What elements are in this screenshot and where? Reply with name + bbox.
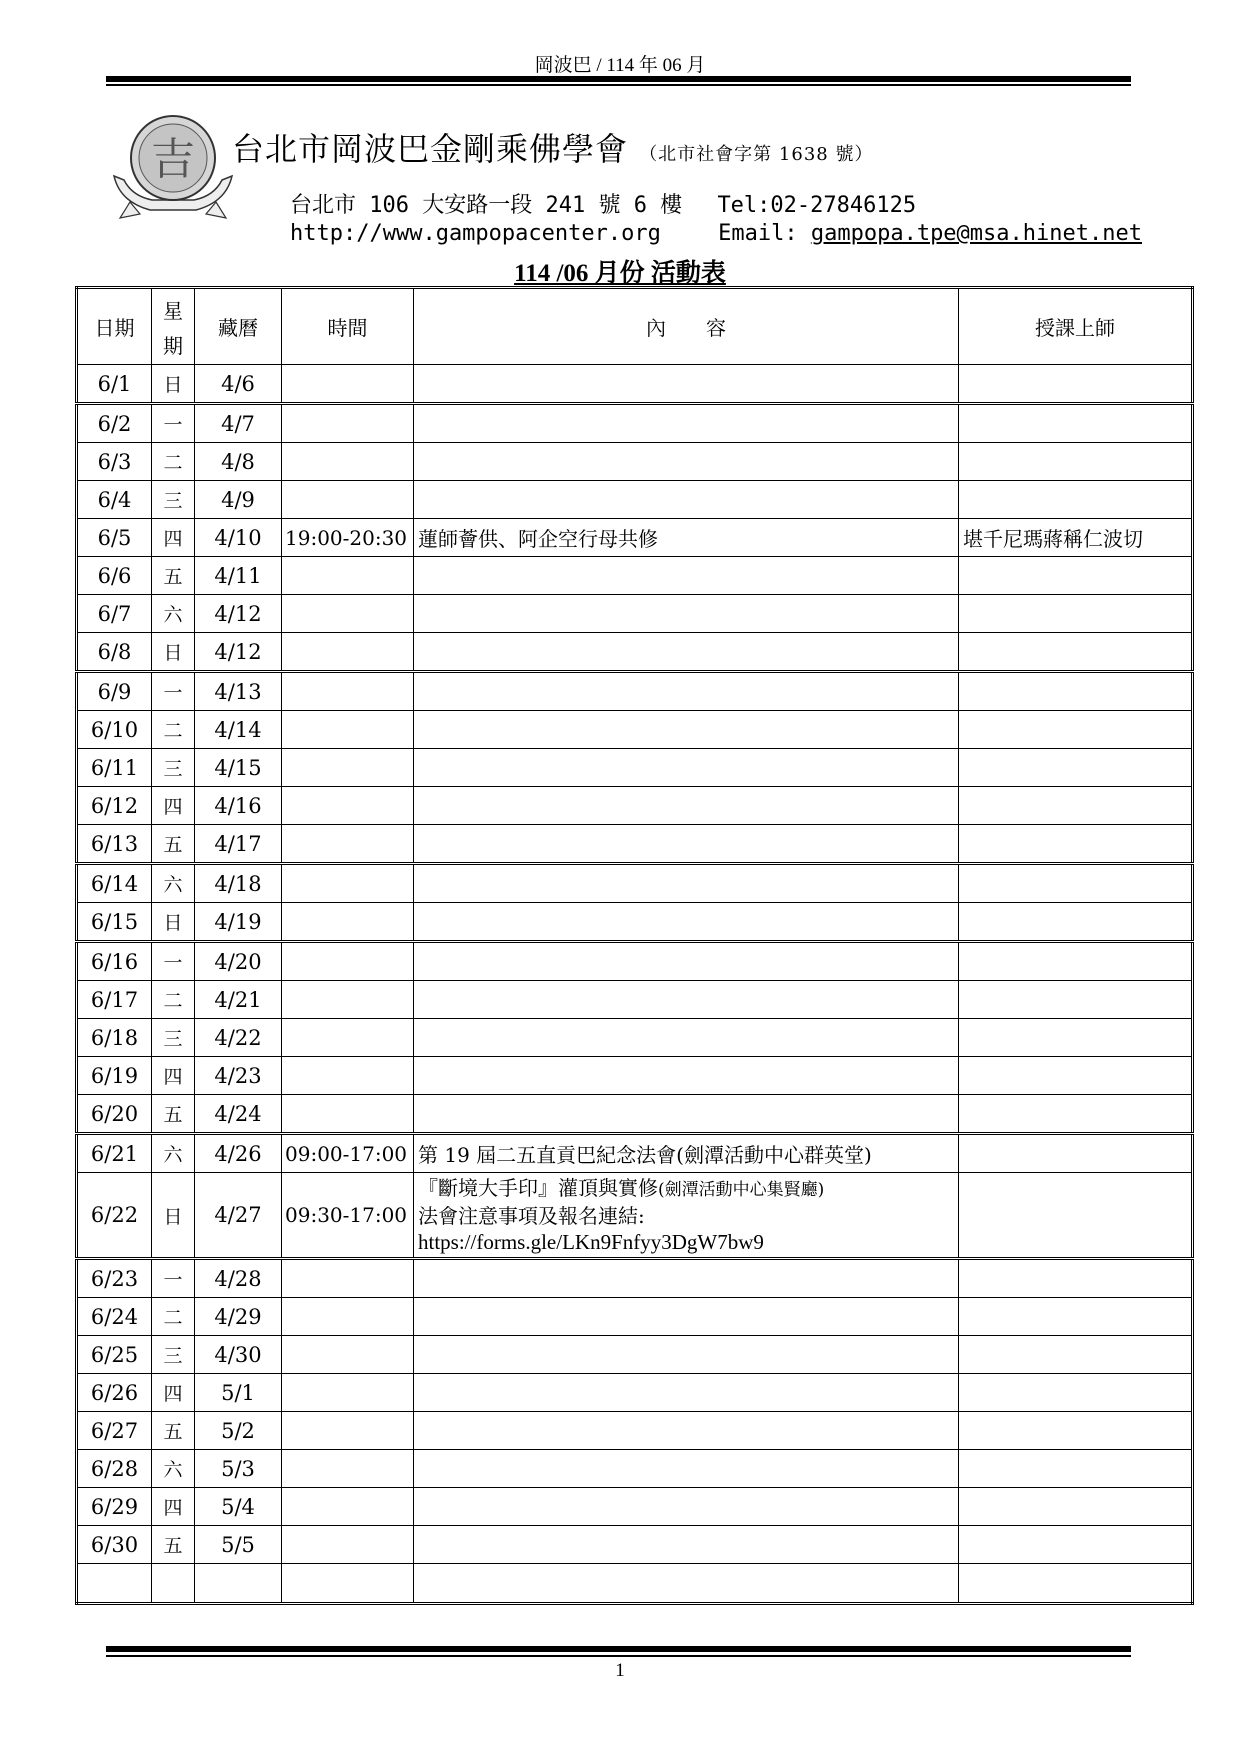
table-row (77, 1526, 1193, 1564)
cell-tibetan-date: 4/12 (195, 595, 282, 633)
table-row (77, 1019, 1193, 1057)
cell-time (282, 903, 414, 942)
cell-content (414, 1259, 959, 1298)
table-row (77, 711, 1193, 749)
cell-content (414, 787, 959, 825)
cell-time (282, 1488, 414, 1526)
cell-date: 6/17 (77, 981, 152, 1019)
cell-tibetan-date: 4/10 (195, 519, 282, 557)
blank-cell (414, 1564, 959, 1604)
cell-date: 6/30 (77, 1526, 152, 1564)
cell-date: 6/9 (77, 672, 152, 711)
cell-time (282, 1412, 414, 1450)
cell-tibetan-date: 4/16 (195, 787, 282, 825)
col-weekday-header (152, 288, 195, 365)
cell-tibetan-date: 4/26 (195, 1134, 282, 1173)
cell-date: 6/22 (77, 1173, 152, 1259)
telephone: Tel:02-27846125 (717, 193, 917, 218)
cell-weekday: 二 (152, 1298, 195, 1336)
cell-content (414, 1095, 959, 1134)
cell-time (282, 1450, 414, 1488)
cell-content (414, 1336, 959, 1374)
cell-content (414, 1019, 959, 1057)
cell-tibetan-date: 4/9 (195, 481, 282, 519)
contact-line (290, 221, 1142, 246)
cell-tibetan-date: 4/22 (195, 1019, 282, 1057)
cell-date: 6/14 (77, 864, 152, 903)
cell-tibetan-date: 4/8 (195, 443, 282, 481)
cell-content (414, 864, 959, 903)
cell-tibetan-date: 4/14 (195, 711, 282, 749)
table-header-row (77, 288, 1193, 365)
cell-weekday: 一 (152, 942, 195, 981)
cell-content: 蓮師薈供、阿企空行母共修 (414, 519, 959, 557)
cell-weekday: 五 (152, 1526, 195, 1564)
blank-cell (195, 1564, 282, 1604)
cell-content (414, 365, 959, 404)
running-title: 岡波巴 / 114 年 06 月 (534, 55, 706, 76)
table-row (77, 595, 1193, 633)
cell-teacher (959, 365, 1193, 404)
cell-teacher (959, 1336, 1193, 1374)
cell-time (282, 443, 414, 481)
cell-time (282, 942, 414, 981)
header-rule (106, 76, 1131, 82)
cell-time (282, 1057, 414, 1095)
cell-content (414, 672, 959, 711)
cell-content (414, 749, 959, 787)
cell-tibetan-date: 5/4 (195, 1488, 282, 1526)
cell-tibetan-date: 5/2 (195, 1412, 282, 1450)
cell-weekday: 三 (152, 1019, 195, 1057)
cell-content (414, 981, 959, 1019)
title-text: 114 /06 月份 活動表 (514, 260, 726, 287)
cell-date: 6/11 (77, 749, 152, 787)
email-label: Email: (718, 221, 798, 246)
cell-date: 6/12 (77, 787, 152, 825)
cell-date: 6/20 (77, 1095, 152, 1134)
cell-date: 6/8 (77, 633, 152, 672)
cell-tibetan-date: 4/23 (195, 1057, 282, 1095)
cell-teacher (959, 1374, 1193, 1412)
document-title (0, 253, 1240, 289)
cell-teacher (959, 864, 1193, 903)
activity-table (75, 286, 1194, 1605)
cell-weekday: 二 (152, 711, 195, 749)
cell-content (414, 1374, 959, 1412)
cell-content (414, 1412, 959, 1450)
cell-content (414, 1057, 959, 1095)
cell-date: 6/27 (77, 1412, 152, 1450)
cell-date: 6/28 (77, 1450, 152, 1488)
cell-weekday: 日 (152, 903, 195, 942)
cell-teacher (959, 942, 1193, 981)
cell-date: 6/15 (77, 903, 152, 942)
cell-weekday: 五 (152, 825, 195, 864)
cell-teacher (959, 711, 1193, 749)
cell-tibetan-date: 4/15 (195, 749, 282, 787)
cell-tibetan-date: 4/30 (195, 1336, 282, 1374)
cell-tibetan-date: 5/3 (195, 1450, 282, 1488)
cell-weekday: 五 (152, 1095, 195, 1134)
cell-weekday: 一 (152, 672, 195, 711)
cell-teacher (959, 1019, 1193, 1057)
cell-time (282, 633, 414, 672)
cell-time (282, 749, 414, 787)
cell-tibetan-date: 4/18 (195, 864, 282, 903)
table-row (77, 1336, 1193, 1374)
cell-time (282, 1095, 414, 1134)
org-logo (110, 106, 236, 226)
cell-teacher (959, 672, 1193, 711)
cell-tibetan-date: 4/28 (195, 1259, 282, 1298)
content-line-1 (418, 1175, 958, 1203)
cell-tibetan-date: 4/12 (195, 633, 282, 672)
cell-teacher (959, 825, 1193, 864)
table-row (77, 365, 1193, 404)
cell-teacher (959, 1057, 1193, 1095)
cell-time: 19:00-20:30 (282, 519, 414, 557)
cell-time (282, 1374, 414, 1412)
cell-date: 6/4 (77, 481, 152, 519)
cell-tibetan-date: 4/29 (195, 1298, 282, 1336)
cell-content (414, 633, 959, 672)
cell-teacher (959, 1095, 1193, 1134)
page-number: 1 (615, 1660, 625, 1681)
cell-content (414, 942, 959, 981)
cell-content (414, 404, 959, 443)
cell-weekday: 五 (152, 1412, 195, 1450)
cell-time (282, 1259, 414, 1298)
cell-weekday: 六 (152, 1134, 195, 1173)
table-row (77, 1374, 1193, 1412)
blank-cell (282, 1564, 414, 1604)
table-row (77, 404, 1193, 443)
col-time-header: 時間 (282, 288, 414, 365)
cell-weekday: 二 (152, 443, 195, 481)
website-link[interactable]: http://www.gampopacenter.org (290, 221, 661, 246)
cell-tibetan-date: 4/27 (195, 1173, 282, 1259)
cell-time (282, 481, 414, 519)
footer-rule (106, 1646, 1131, 1652)
cell-weekday: 四 (152, 1374, 195, 1412)
cell-time (282, 1336, 414, 1374)
cell-teacher (959, 903, 1193, 942)
cell-teacher (959, 749, 1193, 787)
col-teacher-header: 授課上師 (959, 288, 1193, 365)
cell-weekday: 一 (152, 1259, 195, 1298)
cell-tibetan-date: 4/19 (195, 903, 282, 942)
blank-cell (77, 1564, 152, 1604)
table-row (77, 481, 1193, 519)
table-row (77, 1450, 1193, 1488)
table-row (77, 903, 1193, 942)
cell-date: 6/29 (77, 1488, 152, 1526)
cell-weekday: 日 (152, 633, 195, 672)
cell-teacher (959, 1134, 1193, 1173)
table-row (77, 864, 1193, 903)
cell-content (414, 1298, 959, 1336)
cell-teacher (959, 1488, 1193, 1526)
org-header (232, 124, 873, 170)
cell-teacher (959, 1526, 1193, 1564)
cell-content (414, 711, 959, 749)
blank-cell (959, 1564, 1193, 1604)
cell-tibetan-date: 5/5 (195, 1526, 282, 1564)
cell-time (282, 365, 414, 404)
cell-date: 6/24 (77, 1298, 152, 1336)
table-row (77, 942, 1193, 981)
cell-teacher (959, 633, 1193, 672)
cell-weekday: 二 (152, 981, 195, 1019)
table-row (77, 519, 1193, 557)
cell-tibetan-date: 4/7 (195, 404, 282, 443)
registration-url[interactable]: https://forms.gle/LKn9Fnfyy3DgW7bw9 (418, 1230, 764, 1254)
cell-weekday: 四 (152, 519, 195, 557)
cell-content (414, 1450, 959, 1488)
cell-teacher (959, 595, 1193, 633)
address-line (290, 188, 916, 219)
cell-date: 6/6 (77, 557, 152, 595)
cell-time (282, 1298, 414, 1336)
cell-time (282, 787, 414, 825)
cell-time (282, 1526, 414, 1564)
cell-tibetan-date: 5/1 (195, 1374, 282, 1412)
cell-time (282, 557, 414, 595)
cell-time (282, 711, 414, 749)
table-row (77, 981, 1193, 1019)
cell-date: 6/21 (77, 1134, 152, 1173)
cell-content (414, 1488, 959, 1526)
table-row (77, 825, 1193, 864)
org-name: 台北市岡波巴金剛乘佛學會 (232, 130, 629, 168)
cell-date: 6/26 (77, 1374, 152, 1412)
cell-weekday: 一 (152, 404, 195, 443)
cell-weekday: 六 (152, 864, 195, 903)
address: 台北市 106 大安路一段 241 號 6 樓 (290, 193, 683, 218)
cell-content: 第 19 屆二五直貢巴紀念法會(劍潭活動中心群英堂) (414, 1134, 959, 1173)
cell-weekday: 三 (152, 481, 195, 519)
weekday-header-bottom: 期 (163, 333, 183, 358)
col-content-header: 內 容 (414, 288, 959, 365)
table-row (77, 443, 1193, 481)
cell-content (414, 481, 959, 519)
cell-date: 6/13 (77, 825, 152, 864)
cell-tibetan-date: 4/24 (195, 1095, 282, 1134)
cell-teacher (959, 1259, 1193, 1298)
cell-date: 6/25 (77, 1336, 152, 1374)
cell-content (414, 557, 959, 595)
cell-weekday: 四 (152, 787, 195, 825)
cell-teacher (959, 481, 1193, 519)
cell-teacher: 堪千尼瑪蔣稱仁波切 (959, 519, 1193, 557)
content-line-1-title: 『斷境大手印』灌頂與實修 (418, 1176, 658, 1200)
content-line-2: 法會注意事項及報名連結: (418, 1204, 645, 1228)
cell-time (282, 404, 414, 443)
table-row (77, 1134, 1193, 1173)
logo-glyph: 吉 (151, 134, 195, 185)
cell-content (414, 1526, 959, 1564)
table-row (77, 1412, 1193, 1450)
cell-teacher (959, 1450, 1193, 1488)
cell-weekday: 六 (152, 1450, 195, 1488)
cell-tibetan-date: 4/6 (195, 365, 282, 404)
cell-date: 6/18 (77, 1019, 152, 1057)
table-row (77, 1259, 1193, 1298)
weekday-header-top: 星 (163, 298, 183, 323)
cell-content (414, 595, 959, 633)
col-date-header: 日期 (77, 288, 152, 365)
cell-teacher (959, 981, 1193, 1019)
table-row (77, 672, 1193, 711)
table-row (77, 633, 1193, 672)
cell-weekday: 四 (152, 1057, 195, 1095)
cell-tibetan-date: 4/20 (195, 942, 282, 981)
col-tibetan-header: 藏曆 (195, 288, 282, 365)
cell-teacher (959, 1412, 1193, 1450)
cell-tibetan-date: 4/21 (195, 981, 282, 1019)
cell-weekday: 三 (152, 749, 195, 787)
cell-date: 6/1 (77, 365, 152, 404)
cell-tibetan-date: 4/13 (195, 672, 282, 711)
cell-tibetan-date: 4/11 (195, 557, 282, 595)
cell-time (282, 595, 414, 633)
footer-rule-thin (106, 1655, 1131, 1657)
cell-weekday: 三 (152, 1336, 195, 1374)
cell-teacher (959, 557, 1193, 595)
content-line-1-note: (劍潭活動中心集賢廳) (658, 1180, 825, 1200)
cell-date: 6/16 (77, 942, 152, 981)
cell-time: 09:00-17:00 (282, 1134, 414, 1173)
cell-time (282, 864, 414, 903)
cell-tibetan-date: 4/17 (195, 825, 282, 864)
email-link[interactable]: gampopa.tpe@msa.hinet.net (810, 221, 1142, 246)
cell-time: 09:30-17:00 (282, 1173, 414, 1259)
table-row (77, 1298, 1193, 1336)
blank-cell (152, 1564, 195, 1604)
cell-time (282, 981, 414, 1019)
table-row (77, 1057, 1193, 1095)
cell-teacher (959, 1173, 1193, 1259)
cell-weekday: 日 (152, 1173, 195, 1259)
cell-content (414, 443, 959, 481)
cell-weekday: 日 (152, 365, 195, 404)
table-row (77, 1173, 1193, 1259)
cell-date: 6/7 (77, 595, 152, 633)
cell-date: 6/5 (77, 519, 152, 557)
table-row (77, 749, 1193, 787)
org-registration: （北市社會字第 1638 號） (639, 144, 874, 165)
table-row (77, 557, 1193, 595)
table-row (77, 1488, 1193, 1526)
cell-teacher (959, 443, 1193, 481)
cell-date: 6/19 (77, 1057, 152, 1095)
cell-date: 6/10 (77, 711, 152, 749)
cell-date: 6/23 (77, 1259, 152, 1298)
table-row (77, 1095, 1193, 1134)
cell-date: 6/3 (77, 443, 152, 481)
cell-teacher (959, 787, 1193, 825)
cell-content (414, 825, 959, 864)
cell-teacher (959, 1298, 1193, 1336)
cell-content (414, 903, 959, 942)
cell-content (414, 1173, 959, 1259)
cell-time (282, 672, 414, 711)
cell-time (282, 1019, 414, 1057)
header-rule-thin (106, 84, 1131, 86)
cell-weekday: 四 (152, 1488, 195, 1526)
cell-weekday: 五 (152, 557, 195, 595)
cell-date: 6/2 (77, 404, 152, 443)
table-row (77, 787, 1193, 825)
cell-weekday: 六 (152, 595, 195, 633)
blank-row (77, 1564, 1193, 1604)
cell-teacher (959, 404, 1193, 443)
cell-time (282, 825, 414, 864)
